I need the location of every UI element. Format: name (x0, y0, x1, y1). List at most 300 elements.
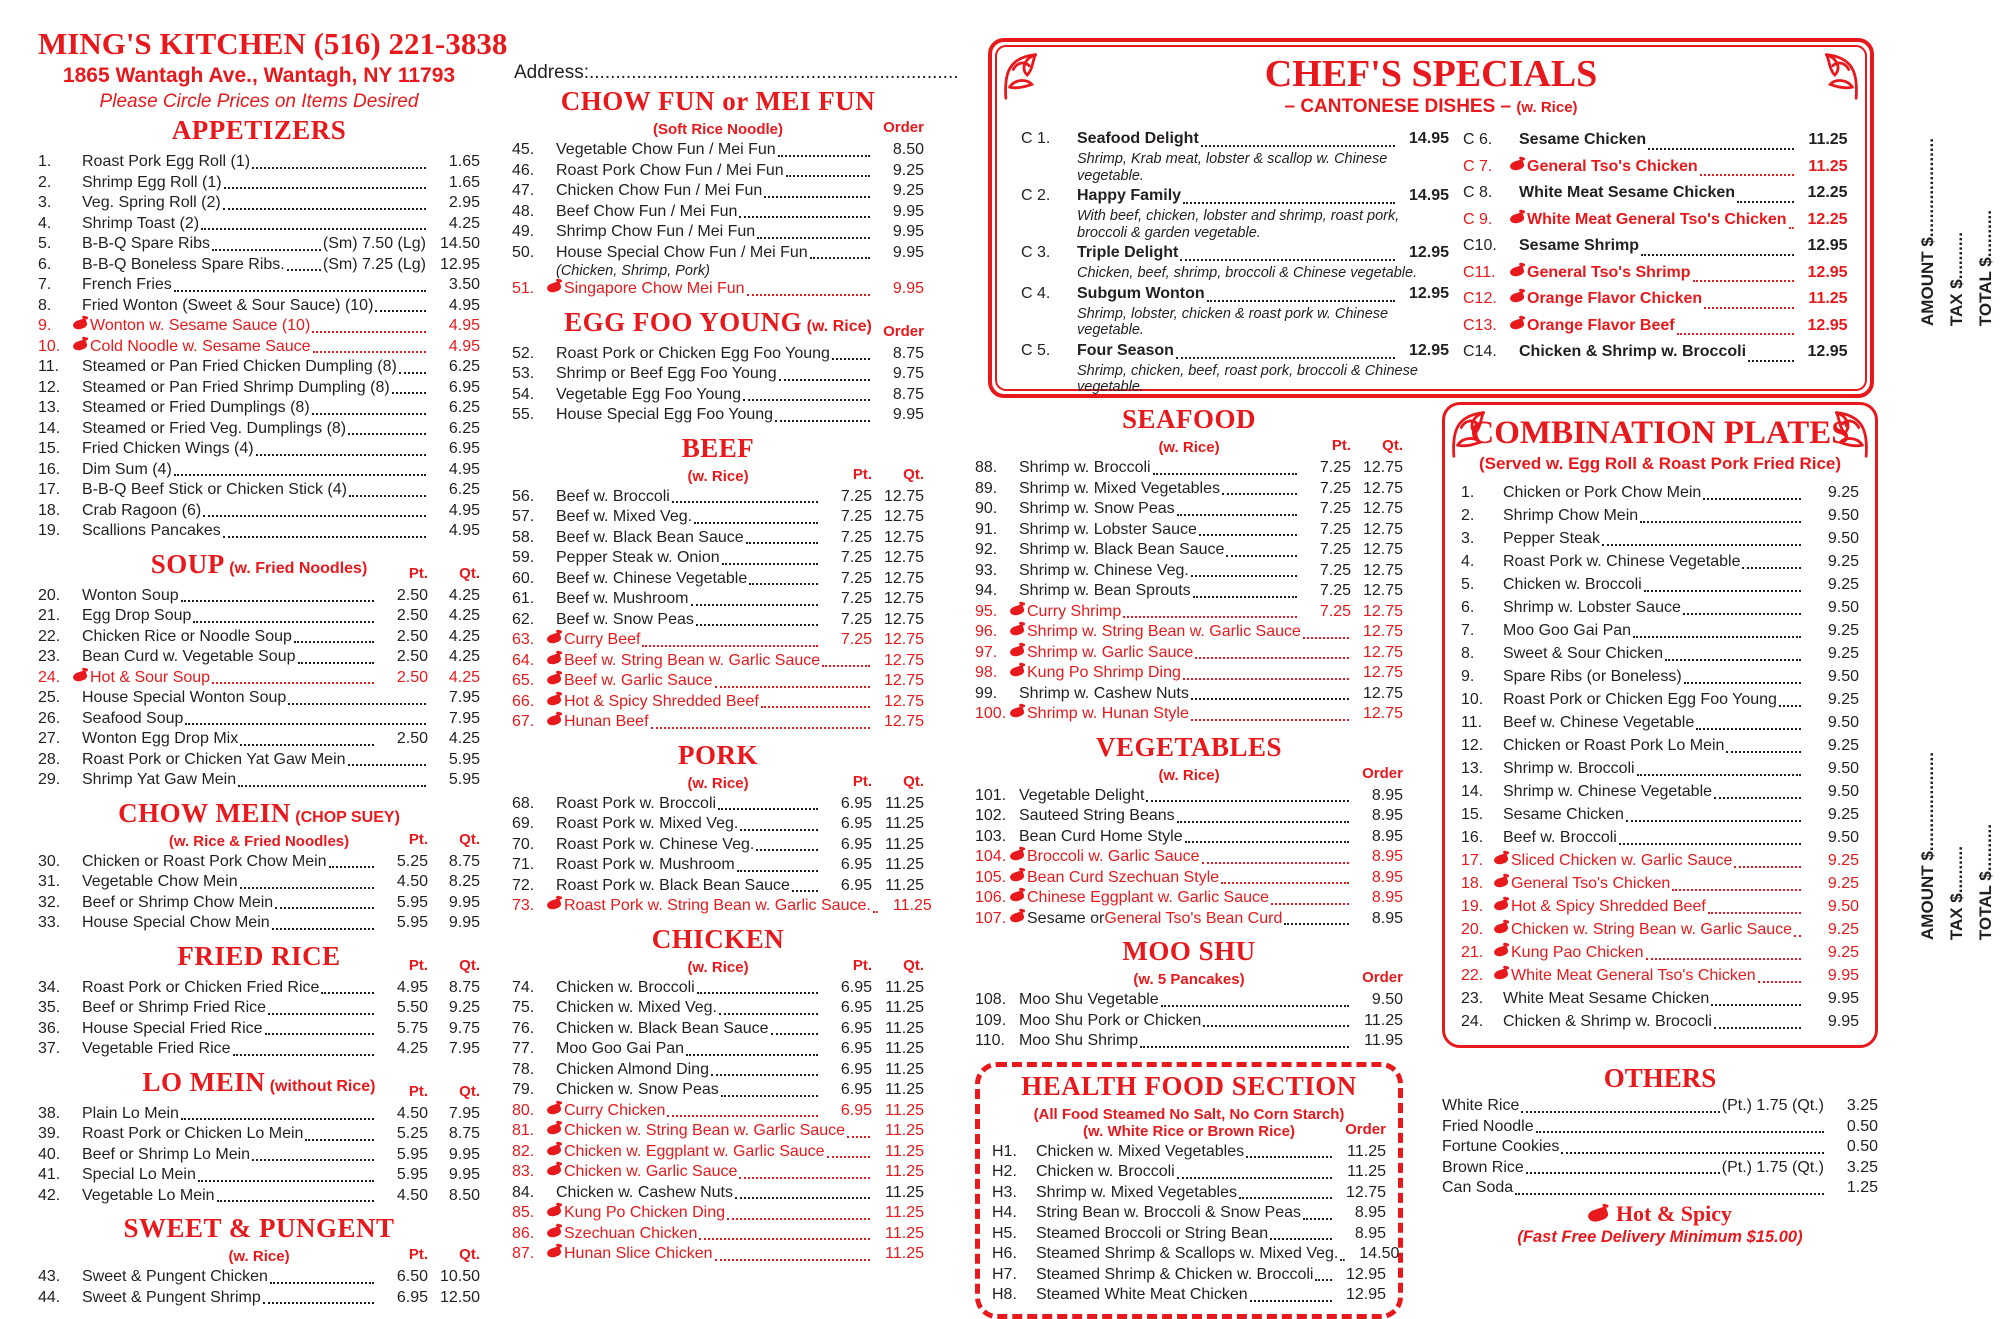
item-name: Wonton Egg Drop Mix (82, 730, 239, 747)
item-price: 6.95 (840, 856, 872, 873)
menu-item-row (1461, 481, 1859, 504)
dot-leader (1284, 923, 1349, 925)
item-price: 11.25 (885, 1122, 924, 1139)
menu-item-row (1442, 1158, 1878, 1179)
item-price: 12.75 (1362, 602, 1403, 620)
item-name: Chicken w. Broccoli (1503, 576, 1642, 593)
item-price: 12.50 (439, 1288, 480, 1306)
item-name: Sweet & Pungent Shrimp (82, 1288, 261, 1306)
section-header (38, 798, 480, 850)
dot-leader (873, 911, 878, 913)
dot-leader (198, 1180, 374, 1182)
item-price: 11.25 (885, 1224, 924, 1242)
item-price: 12.75 (1362, 623, 1403, 640)
dot-leader (757, 237, 870, 239)
item-name: Bean Curd w. Vegetable Soup (82, 648, 296, 665)
item-price: 2.50 (396, 586, 428, 604)
item-price: 9.95 (892, 406, 924, 423)
item-number: C10. (1463, 237, 1497, 254)
item-name: Vegetable Lo Mein (82, 1186, 215, 1204)
item-number: 47. (512, 182, 535, 199)
item-name: Steamed or Fried Veg. Dumplings (8) (82, 419, 347, 437)
item-number: 13. (1461, 760, 1484, 777)
dot-leader (1700, 174, 1794, 176)
item-name: Beef w. Snow Peas (556, 610, 694, 628)
menu-item-row (975, 581, 1403, 602)
menu-item-row (512, 222, 924, 243)
item-price: 11.25 (885, 815, 924, 832)
item-name: Beef w. Mushroom (556, 590, 689, 607)
item-number: 5. (1461, 576, 1475, 593)
item-name: Chicken w. Mixed Vegetables (1036, 1142, 1245, 1160)
menu-item-row (38, 439, 480, 460)
dot-leader (268, 1013, 374, 1015)
dot-leader (348, 433, 426, 435)
price-column-label: Qt. (903, 772, 924, 790)
item-name: Shrimp w. Hunan Style (1027, 705, 1189, 722)
order-totals-top (1906, 48, 1996, 326)
item-name: Kung Po Shrimp Ding (1027, 664, 1181, 681)
item-number: C 3. (1021, 244, 1051, 261)
item-number: 97. (975, 643, 998, 661)
item-name: Beef w. Broccoli (1503, 829, 1617, 846)
price-column-label: Order (883, 119, 924, 136)
dot-leader (761, 706, 870, 708)
item-price: 12.75 (883, 590, 924, 607)
item-price: 8.50 (892, 141, 924, 158)
item-number: 7. (38, 276, 52, 293)
item-number: 9. (1461, 668, 1475, 685)
item-number: 10. (38, 337, 61, 355)
item-price: 7.95 (448, 689, 480, 706)
item-number: 92. (975, 541, 998, 558)
menu-item-row (38, 214, 480, 235)
item-price: 9.50 (1827, 829, 1859, 846)
item-price: 11.25 (885, 999, 924, 1016)
item-number: H5. (992, 1224, 1017, 1242)
price-column-label: Order (1362, 764, 1403, 782)
item-number: C 4. (1021, 284, 1051, 302)
dot-leader (1626, 820, 1801, 822)
hot-spicy-label: Hot & Spicy (1615, 1200, 1733, 1226)
item-price: 12.75 (1362, 664, 1403, 681)
item-number: 11. (38, 358, 60, 375)
dot-leader (778, 155, 870, 157)
item-number: 80. (512, 1101, 535, 1119)
item-number: 23. (1461, 990, 1484, 1007)
menu-section (38, 1213, 480, 1308)
item-number: 82. (512, 1142, 535, 1160)
item-number: 31. (38, 873, 61, 890)
item-name: Steamed or Pan Fried Shrimp Dumpling (8) (82, 378, 390, 396)
item-name: Dim Sum (4) (82, 460, 172, 478)
menu-item-row (512, 896, 932, 917)
menu-item-row (975, 458, 1403, 479)
item-price: 9.25 (1827, 806, 1859, 823)
price-column-label: Pt. (408, 1082, 428, 1100)
item-number: 53. (512, 365, 535, 382)
item-price: 7.25 (840, 508, 872, 525)
item-number: 98. (975, 664, 998, 681)
item-number: 62. (512, 610, 535, 628)
price-column-headers (820, 957, 924, 974)
item-number: 64. (512, 651, 535, 669)
menu-item-row (512, 1203, 924, 1224)
section-subtitle: (All Food Steamed No Salt, No Corn Starch) (1033, 1105, 1345, 1123)
item-price: 7.25 (840, 631, 872, 648)
section-header (512, 86, 924, 138)
item-name: Steamed Shrimp & Chicken w. Broccoli (1036, 1265, 1314, 1283)
item-price: 6.95 (840, 1081, 872, 1098)
item-name: Singapore Chow Mei Fun (564, 280, 745, 297)
menu-section (512, 924, 924, 1265)
dot-leader (1748, 360, 1794, 362)
item-price: 12.75 (1362, 705, 1403, 722)
section-title-line (38, 1213, 480, 1248)
combination-plates-list (1461, 481, 1859, 1033)
item-name: White Meat General Tso's Chicken (1511, 967, 1756, 984)
menu-item-row (1461, 734, 1859, 757)
item-number: 75. (512, 999, 535, 1016)
item-number: 45. (512, 141, 535, 158)
item-number: 21. (38, 607, 61, 624)
section-title: SOUP (150, 548, 225, 579)
menu-item-row (38, 296, 480, 317)
item-price: 4.25 (448, 214, 480, 232)
item-name: Fried Noodle (1442, 1117, 1534, 1135)
item-price: 5.75 (396, 1019, 428, 1037)
menu-item-row (1021, 282, 1449, 306)
item-name: Egg Drop Soup (82, 607, 192, 624)
item-name: Crab Ragoon (6) (82, 501, 202, 519)
price-column-headers (376, 565, 480, 582)
item-number: 2. (38, 173, 52, 191)
item-price: 7.25 (1319, 479, 1351, 497)
item-name: Chicken w. Mixed Veg. (556, 999, 717, 1016)
item-name: B-B-Q Beef Stick or Chicken Stick (4) (82, 481, 347, 498)
item-number: C14. (1463, 343, 1497, 360)
menu-item-row (38, 1124, 480, 1145)
item-price: 8.50 (448, 1186, 480, 1204)
section-title-line (512, 86, 924, 121)
menu-item-row (512, 405, 924, 426)
dot-leader (642, 645, 818, 647)
menu-item-row (992, 1142, 1386, 1163)
item-number: 95. (975, 602, 998, 620)
item-price: 11.25 (885, 1040, 924, 1057)
item-name: Four Season (1077, 341, 1174, 359)
item-number: 54. (512, 385, 535, 403)
item-price: 14.50 (1359, 1245, 1400, 1262)
item-price: 4.25 (448, 648, 480, 665)
item-price: 5.95 (396, 893, 428, 911)
item-size-prices: (Pt.) 1.75 (Qt.) (1721, 1097, 1824, 1114)
menu-section (975, 732, 1403, 930)
item-name: Fried Chicken Wings (4) (82, 440, 254, 457)
dot-leader (667, 1115, 818, 1117)
dot-leader (739, 216, 870, 218)
menu-item-row (38, 1039, 480, 1060)
item-name: Beef Chow Fun / Mei Fun (556, 202, 738, 220)
menu-item-row (1021, 339, 1449, 363)
item-name: Chicken or Roast Pork Lo Mein (1503, 737, 1725, 754)
item-name: Sesame Shrimp (1519, 237, 1640, 254)
item-price: 6.25 (448, 399, 480, 416)
item-number: 23. (38, 648, 61, 665)
item-price: 2.50 (396, 648, 428, 665)
item-number: 57. (512, 508, 535, 525)
item-number: 1. (38, 153, 52, 170)
dot-leader (1140, 1046, 1349, 1048)
menu-item-row (38, 852, 480, 873)
item-number: 22. (38, 627, 61, 645)
item-number: 44. (38, 1288, 61, 1306)
item-price: 7.25 (1319, 500, 1351, 517)
dot-leader (313, 351, 426, 353)
section-title: EGG FOO YOUNG (564, 306, 803, 337)
item-number: 56. (512, 487, 535, 505)
menu-item-row (38, 1019, 480, 1040)
item-price: 2.50 (396, 730, 428, 747)
item-name: Spare Ribs (or Boneless) (1503, 668, 1682, 685)
item-number: 106. (975, 889, 1007, 906)
dot-leader (294, 641, 374, 643)
menu-item-row (38, 1186, 480, 1207)
menu-item-row (1461, 527, 1859, 550)
item-number: 76. (512, 1019, 535, 1037)
menu-item-row (512, 1162, 924, 1183)
item-number: 2. (1461, 507, 1475, 524)
item-name: Roast Pork w. String Bean w. Garlic Sauce. (564, 897, 871, 914)
menu-item-row (38, 316, 480, 337)
dot-leader (1521, 1111, 1719, 1113)
item-price: 9.95 (1827, 1013, 1859, 1030)
menu-item-row (1463, 233, 1848, 260)
dot-leader (1222, 493, 1297, 495)
item-price: 5.95 (448, 750, 480, 768)
item-name: Steamed White Meat Chicken (1036, 1286, 1248, 1303)
item-price: 7.25 (1319, 520, 1351, 538)
dot-leader (792, 890, 818, 892)
menu-item-row (975, 888, 1403, 909)
menu-item-row (975, 990, 1403, 1011)
item-number: 34. (38, 978, 61, 996)
others-section (1442, 1062, 1878, 1247)
item-name: Chinese Eggplant w. Garlic Sauce (1027, 889, 1269, 906)
section-title: HEALTH FOOD SECTION (1021, 1070, 1357, 1101)
item-name: Special Lo Mein (82, 1166, 196, 1183)
item-number: 5. (38, 235, 52, 252)
item-number: H4. (992, 1204, 1017, 1221)
item-name: House Special Fried Rice (82, 1019, 263, 1037)
item-price: 9.50 (1371, 991, 1403, 1008)
item-name: Shrimp or Beef Egg Foo Young (556, 365, 777, 382)
item-name: Kung Po Chicken Ding (564, 1204, 725, 1221)
dot-leader (288, 703, 426, 705)
item-number: 33. (38, 914, 61, 931)
item-price: 7.25 (840, 610, 872, 628)
item-name: Pepper Steak (1503, 530, 1600, 547)
item-name: General Tso's Chicken (1527, 157, 1698, 175)
item-number: 78. (512, 1060, 535, 1078)
item-name: White Meat Sesame Chicken (1503, 990, 1710, 1007)
dot-leader (375, 310, 426, 312)
section-title: CHOW MEIN (118, 797, 291, 828)
dot-leader (1646, 958, 1801, 960)
price-column-headers (1299, 437, 1403, 454)
item-name: Veg. Spring Roll (2) (82, 194, 221, 211)
item-number: 42. (38, 1186, 61, 1204)
item-number: 55. (512, 406, 535, 423)
menu-item-row (38, 234, 480, 255)
item-price: 9.25 (448, 999, 480, 1016)
menu-item-row (992, 1244, 1400, 1265)
item-price: 5.95 (396, 1166, 428, 1183)
delivery-minimum-note: (Fast Free Delivery Minimum $15.00) (1517, 1227, 1803, 1246)
item-name: General Tso's Shrimp (1527, 263, 1691, 281)
dot-leader (651, 727, 870, 729)
price-column-headers (820, 773, 924, 790)
item-name: Broccoli w. Garlic Sauce (1027, 848, 1200, 865)
item-name: Shrimp w. Broccoli (1503, 760, 1635, 777)
menu-item-row (975, 602, 1403, 623)
item-number: 81. (512, 1122, 535, 1139)
dot-leader (756, 849, 818, 851)
item-number: 52. (512, 344, 535, 362)
menu-item-row (1463, 339, 1848, 366)
item-price: 12.75 (883, 672, 924, 689)
item-name-highlight: General Tso's Bean Curd (1104, 909, 1283, 927)
dot-leader (217, 1200, 374, 1202)
dot-leader (181, 1118, 374, 1120)
dot-leader (1708, 912, 1801, 914)
menu-item-row (1461, 941, 1859, 964)
menu-item-row (38, 729, 480, 750)
section-paren-note: (without Rice) (269, 1077, 376, 1095)
item-number: 19. (38, 522, 61, 539)
dot-leader (1191, 719, 1349, 721)
item-price: 9.95 (448, 1166, 480, 1183)
item-number: 105. (975, 868, 1007, 886)
item-price: 14.95 (1408, 187, 1449, 204)
section-subtitle: (w. Rice & Fried Noodles) (168, 832, 350, 850)
item-description: With beef, chicken, lobster and shrimp, roast pork, broccoli & garden vegetable. (1077, 208, 1400, 241)
dot-leader (691, 604, 819, 606)
item-name: House Special Chow Fun / Mei Fun (556, 243, 808, 261)
item-number: 104. (975, 848, 1007, 865)
corner-flourish-icon (1802, 50, 1862, 102)
item-price: 7.25 (840, 528, 872, 546)
item-price: 12.95 (1408, 244, 1449, 261)
dot-leader (1203, 1025, 1349, 1027)
item-number: C 5. (1021, 341, 1051, 359)
dot-leader (696, 624, 818, 626)
menu-column-2 (512, 58, 959, 1265)
item-name: Hunan Beef (564, 713, 649, 730)
section-header (512, 307, 924, 342)
dot-leader (810, 257, 870, 259)
item-number: 91. (975, 520, 998, 538)
section-header (38, 941, 480, 976)
item-price: 3.50 (448, 276, 480, 293)
item-name: Moo Goo Gai Pan (1503, 622, 1632, 639)
menu-item-row (1461, 987, 1859, 1010)
dot-leader (1726, 751, 1801, 753)
item-name: White Rice (1442, 1097, 1520, 1114)
item-number: 4. (1461, 553, 1475, 570)
item-number: 87. (512, 1245, 535, 1262)
menu-item-row (512, 1142, 924, 1163)
item-number: 7. (1461, 622, 1475, 639)
amount-label: AMOUNT $..................... (1918, 138, 1937, 326)
menu-item-row (38, 255, 480, 276)
menu-item-row (512, 589, 924, 610)
menu-section (512, 433, 924, 733)
item-number: C12. (1463, 290, 1497, 307)
item-price: 4.25 (448, 730, 480, 747)
item-price: 11.25 (1808, 290, 1848, 307)
item-number: 24. (38, 668, 61, 686)
item-number: 35. (38, 999, 61, 1016)
item-name: Shrimp Chow Mein (1503, 507, 1639, 524)
menu-item-row (512, 487, 924, 508)
item-name: Sweet & Sour Chicken (1503, 645, 1664, 662)
item-price: 7.25 (1319, 459, 1351, 476)
menu-item-row (512, 202, 924, 223)
item-number: 14. (38, 419, 61, 437)
item-price: 9.25 (1827, 484, 1859, 501)
item-price: 5.25 (396, 852, 428, 870)
item-number: 46. (512, 161, 535, 179)
item-number: C 9. (1463, 210, 1493, 228)
dot-leader (1161, 1005, 1349, 1007)
dot-leader (711, 1074, 818, 1076)
item-name: Chicken w. Snow Peas (556, 1081, 719, 1098)
menu-item-row (512, 1121, 924, 1142)
dot-leader (1177, 514, 1297, 516)
dot-leader (779, 379, 870, 381)
dot-leader (329, 866, 374, 868)
item-price: 12.75 (1362, 459, 1403, 476)
item-number: 60. (512, 569, 535, 587)
dot-leader (203, 515, 426, 517)
menu-item-row (512, 1244, 924, 1265)
price-column-label: Pt. (1331, 437, 1351, 454)
price-column-headers (376, 1246, 480, 1263)
item-name: House Special Chow Mein (82, 914, 270, 931)
price-column-label: Pt. (408, 956, 428, 974)
item-name: Beef or Shrimp Lo Mein (82, 1145, 251, 1163)
item-number: 3. (1461, 530, 1475, 547)
menu-item-row (512, 671, 924, 692)
menu-item-row (1461, 964, 1859, 987)
item-price: 9.25 (1827, 622, 1859, 639)
item-price: 8.95 (1371, 909, 1403, 927)
menu-item-row (1461, 803, 1859, 826)
item-name: Shrimp Chow Fun / Mei Fun (556, 223, 756, 240)
item-price: 12.75 (1362, 520, 1403, 538)
item-name: Shrimp w. Mixed Vegetables (1036, 1183, 1237, 1201)
dot-leader (305, 1139, 374, 1141)
item-price: 9.50 (1827, 668, 1859, 685)
item-number: 72. (512, 876, 535, 894)
item-number: 69. (512, 815, 535, 832)
item-price: 12.75 (1362, 643, 1403, 661)
menu-item-row (512, 876, 924, 897)
price-column-label: Qt. (459, 564, 480, 582)
dot-leader (399, 372, 426, 374)
item-name: White Meat Sesame Chicken (1519, 184, 1736, 201)
